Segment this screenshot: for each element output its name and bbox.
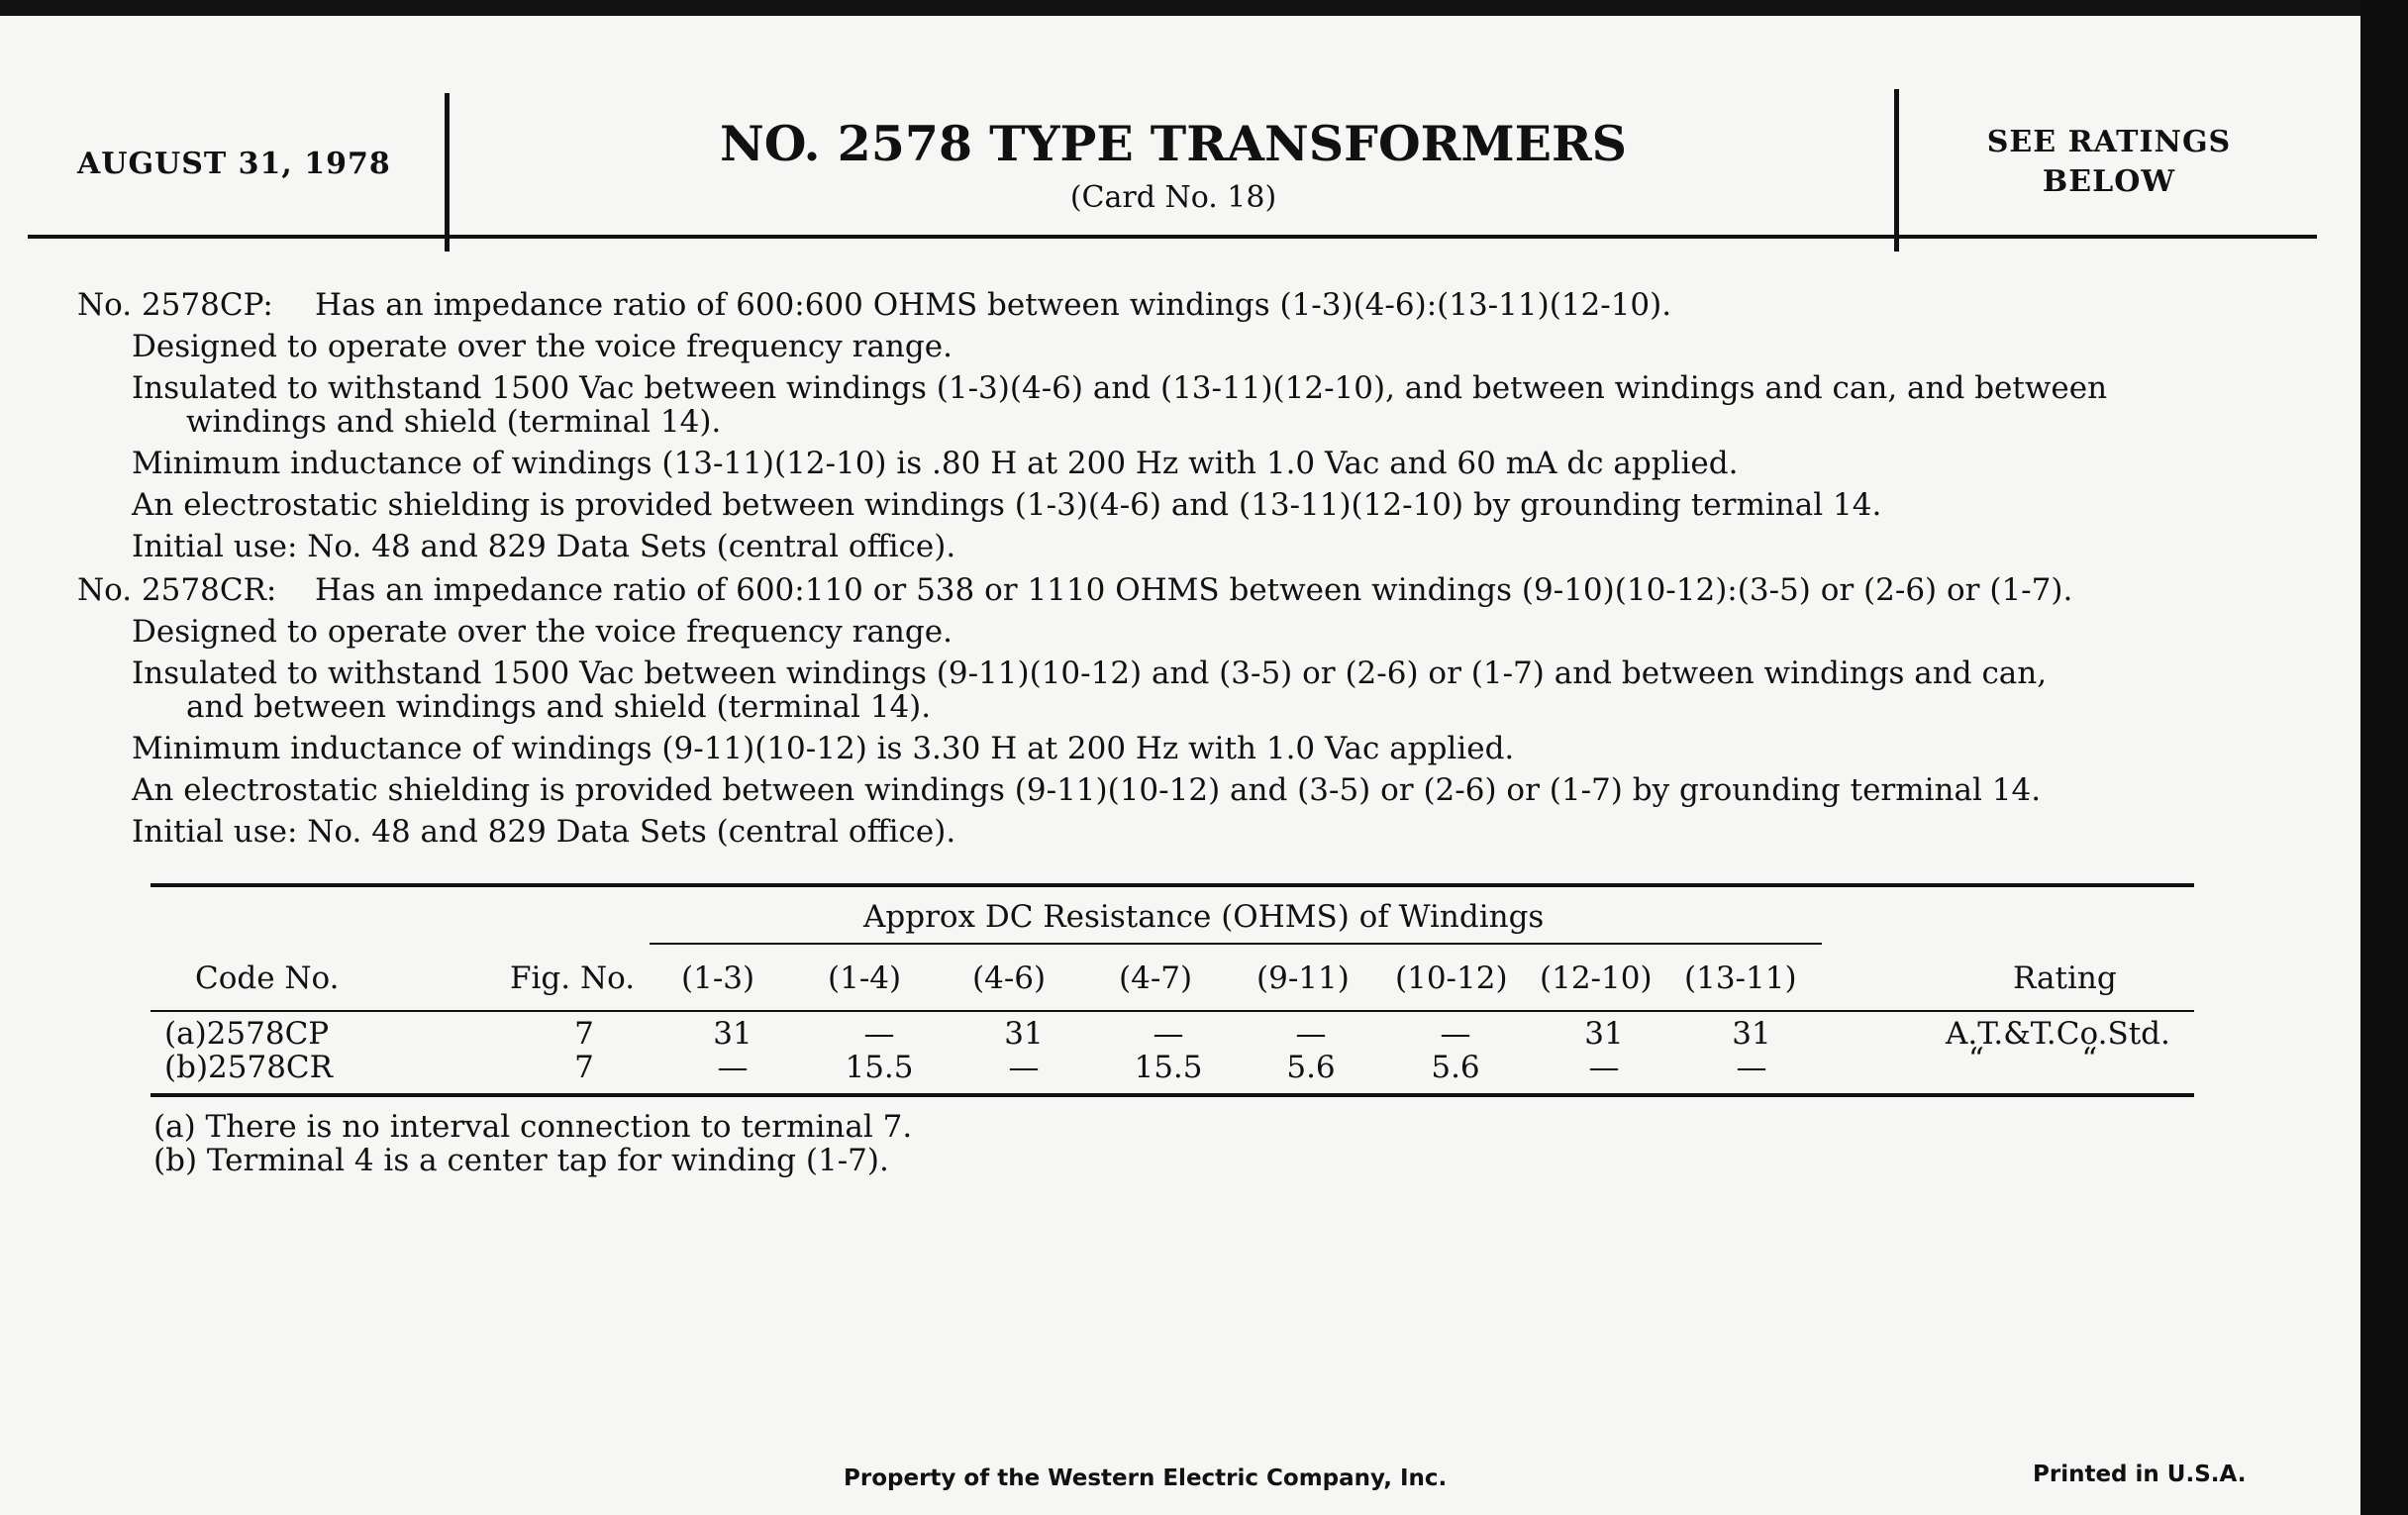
cr-lead: No. 2578CR:	[77, 572, 277, 608]
cell-1-4: —	[863, 1016, 895, 1052]
col-13-11: (13-11)	[1684, 960, 1797, 996]
cell-fig: 7	[574, 1050, 594, 1085]
header-divider-left	[445, 93, 450, 252]
footer-printed: Printed in U.S.A.	[2033, 1462, 2247, 1487]
ratings-note	[1901, 123, 2317, 202]
cell-12-10: —	[1588, 1050, 1620, 1085]
cell-10-12: 5.6	[1431, 1050, 1480, 1085]
cp-line-3: Insulated to withstand 1500 Vac between windings (1-3)(4-6) and (13-11)(12-10), and between windings and can, and between	[132, 370, 2108, 406]
cp-line-5: Minimum inductance of windings (13-11)(12-10) is .80 H at 200 Hz with 1.0 Vac and 60 mA dc applied.	[132, 446, 1739, 481]
cr-line-7: Initial use: No. 48 and 829 Data Sets (central office).	[132, 814, 956, 850]
cell-1-3: 31	[713, 1016, 752, 1052]
col-4-7: (4-7)	[1119, 960, 1193, 996]
col-12-10: (12-10)	[1540, 960, 1653, 996]
cr-line-1: Has an impedance ratio of 600:110 or 538 or 1110 OHMS between windings (9-10)(10-12):(3-5) or (2-6) or (1-7).	[315, 572, 2073, 608]
cell-12-10: 31	[1584, 1016, 1624, 1052]
cell-13-11: —	[1736, 1050, 1767, 1085]
note-a: (a) There is no interval connection to terminal 7.	[153, 1109, 913, 1145]
cp-line-4: windings and shield (terminal 14).	[186, 404, 722, 440]
cr-line-6: An electrostatic shielding is provided between windings (9-11)(10-12) and (3-5) or (2-6) or (1-7) by grounding terminal 14.	[132, 772, 2042, 808]
col-1-4: (1-4)	[828, 960, 902, 996]
cell-4-7: —	[1153, 1016, 1184, 1052]
col-9-11: (9-11)	[1256, 960, 1350, 996]
table-group-header: Approx DC Resistance (OHMS) of Windings	[863, 899, 1545, 935]
cr-line-4: and between windings and shield (terminal 14).	[186, 689, 932, 725]
col-1-3: (1-3)	[681, 960, 755, 996]
table-bottom-rule	[150, 1093, 2194, 1097]
cell-rating-ditto: “ “	[1968, 1042, 2098, 1077]
header-rule	[28, 235, 2317, 239]
cell-4-6: —	[1008, 1050, 1040, 1085]
cell-fig: 7	[574, 1016, 594, 1052]
header-bottom-rule	[150, 1010, 2194, 1012]
cell-4-6: 31	[1004, 1016, 1044, 1052]
date-label: AUGUST 31, 1978	[77, 147, 391, 181]
cp-lead: No. 2578CP:	[77, 287, 273, 323]
cell-9-11: —	[1295, 1016, 1327, 1052]
cr-line-3: Insulated to withstand 1500 Vac between windings (9-11)(10-12) and (3-5) or (2-6) or (1-7) and between windings and can,	[132, 656, 2048, 691]
col-rating: Rating	[2013, 960, 2117, 996]
card	[0, 16, 2360, 1515]
page-title: NO. 2578 TYPE TRANSFORMERS	[719, 115, 1628, 172]
col-4-6: (4-6)	[972, 960, 1047, 996]
group-header-rule	[650, 943, 1822, 945]
cell-9-11: 5.6	[1286, 1050, 1336, 1085]
cell-10-12: —	[1440, 1016, 1471, 1052]
cp-line-1: Has an impedance ratio of 600:600 OHMS between windings (1-3)(4-6):(13-11)(12-10).	[315, 287, 1672, 323]
cell-1-4: 15.5	[845, 1050, 914, 1085]
ratings-line-2: BELOW	[2042, 164, 2176, 199]
note-b: (b) Terminal 4 is a center tap for winding (1-7).	[153, 1143, 889, 1178]
cell-code: (a)2578CP	[164, 1016, 330, 1052]
cr-line-2: Designed to operate over the voice frequency range.	[132, 614, 953, 650]
col-code-no: Code No.	[195, 960, 340, 996]
col-fig-no: Fig. No.	[510, 960, 636, 996]
cell-code: (b)2578CR	[164, 1050, 333, 1085]
cp-line-6: An electrostatic shielding is provided between windings (1-3)(4-6) and (13-11)(12-10) by grounding terminal 14.	[132, 487, 1882, 523]
cell-1-3: —	[717, 1050, 749, 1085]
cp-line-7: Initial use: No. 48 and 829 Data Sets (central office).	[132, 529, 956, 564]
header-divider-right	[1894, 89, 1899, 252]
cell-rating: A.T.&T.Co.Std.	[1946, 1016, 2170, 1052]
col-10-12: (10-12)	[1395, 960, 1508, 996]
cell-4-7: 15.5	[1134, 1050, 1203, 1085]
footer-property: Property of the Western Electric Company, Inc.	[844, 1465, 1448, 1491]
card-number: (Card No. 18)	[1069, 180, 1277, 215]
scan-edge	[2360, 0, 2408, 1515]
cr-line-5: Minimum inductance of windings (9-11)(10-12) is 3.30 H at 200 Hz with 1.0 Vac applied.	[132, 731, 1515, 766]
ratings-line-1: SEE RATINGS	[1986, 125, 2232, 159]
cell-13-11: 31	[1732, 1016, 1771, 1052]
cp-line-2: Designed to operate over the voice frequency range.	[132, 329, 953, 364]
table-top-rule	[150, 883, 2194, 887]
